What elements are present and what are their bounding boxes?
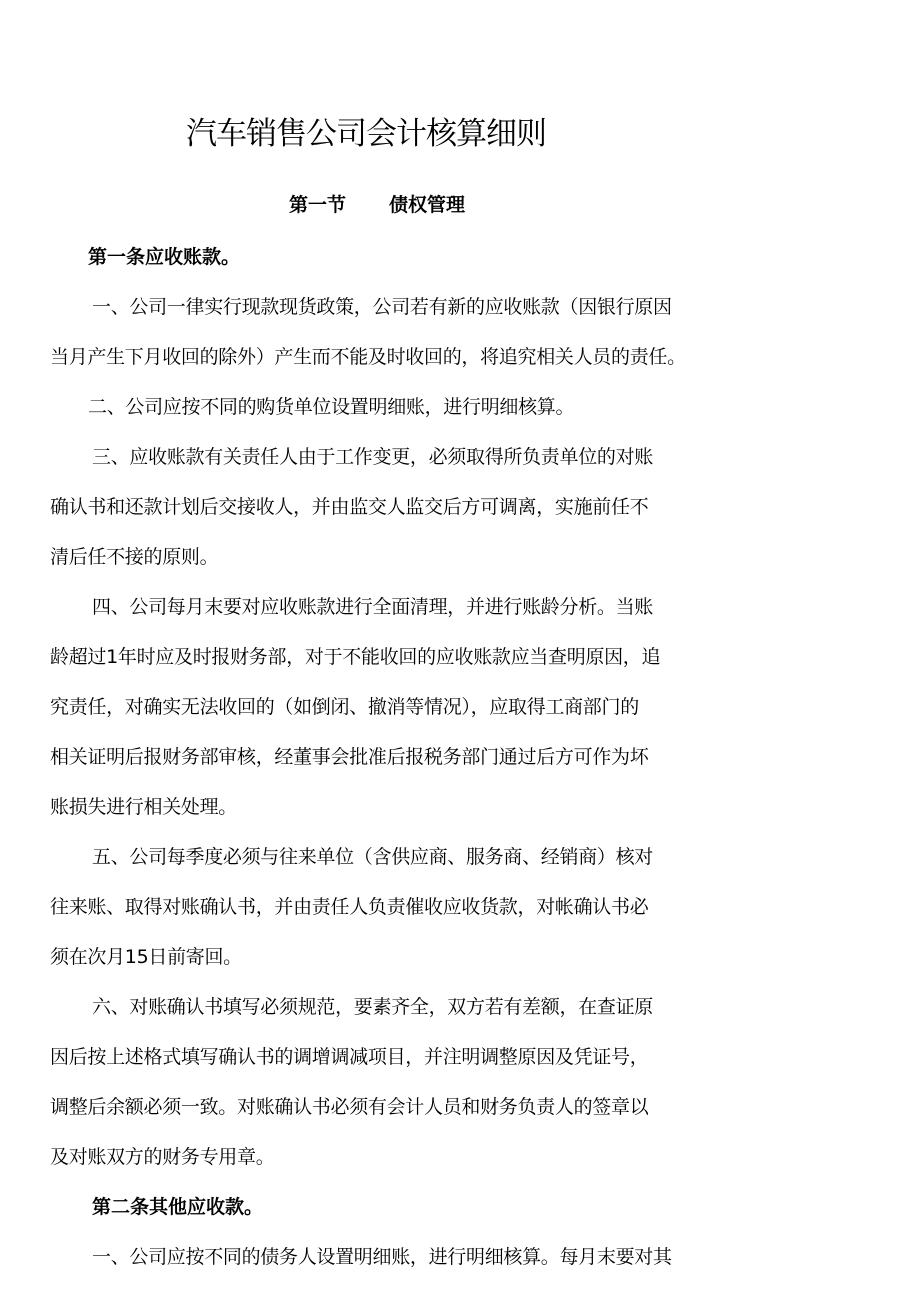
paragraph-line: 因后按上述格式填写确认书的调增调减项目，并注明调整原因及凭证号， [50,1046,649,1068]
paragraph-line: 相关证明后报财务部审核，经董事会批准后报税务部门通过后方可作为坏 [50,746,649,768]
paragraph-line: 调整后余额必须一致。对账确认书必须有会计人员和财务负责人的签章以 [50,1096,649,1118]
paragraph-line: 六、对账确认书填写必须规范，要素齐全，双方若有差额，在查证原 [92,996,654,1018]
paragraph-line: 二、公司应按不同的购货单位设置明细账，进行明细核算。 [88,396,575,418]
paragraph-line: 往来账、取得对账确认书，并由责任人负责催收应收货款，对帐确认书必 [50,896,649,918]
article-2-heading: 第二条其他应收款。 [92,1196,264,1218]
document-title: 汽车销售公司会计核算细则 [186,116,546,152]
paragraph-line: 究责任，对确实无法收回的（如倒闭、撤消等情况），应取得工商部门的 [50,696,639,718]
paragraph-line: 及对账双方的财务专用章。 [50,1146,275,1168]
paragraph-line: 龄超过1年时应及时报财务部，对于不能收回的应收账款应当查明原因，追 [50,646,661,668]
article-1-heading: 第一条应收账款。 [88,246,241,268]
paragraph-line: 账损失进行相关处理。 [50,796,238,818]
paragraph-line: 清后任不接的原则。 [50,546,219,568]
paragraph-line: 当月产生下月收回的除外）产生而不能及时收回的，将追究相关人员的责任。 [50,346,686,368]
paragraph-line: 四、公司每月末要对应收账款进行全面清理，并进行账龄分析。当账 [92,596,654,618]
section-number: 第一节 [289,194,347,216]
paragraph-line: 三、应收账款有关责任人由于工作变更，必须取得所负责单位的对账 [92,446,654,468]
paragraph-line: 一、公司一律实行现款现货政策，公司若有新的应收账款（因银行原因 [92,296,672,318]
paragraph-line: 一、公司应按不同的债务人设置明细账，进行明细核算。每月末要对其 [92,1246,672,1268]
section-name: 债权管理 [389,194,466,216]
paragraph-line: 须在次月15日前寄回。 [50,946,242,968]
paragraph-line: 确认书和还款计划后交接收人，并由监交人监交后方可调离，实施前任不 [50,496,649,518]
paragraph-line: 五、公司每季度必须与往来单位（含供应商、服务商、经销商）核对 [92,846,654,868]
